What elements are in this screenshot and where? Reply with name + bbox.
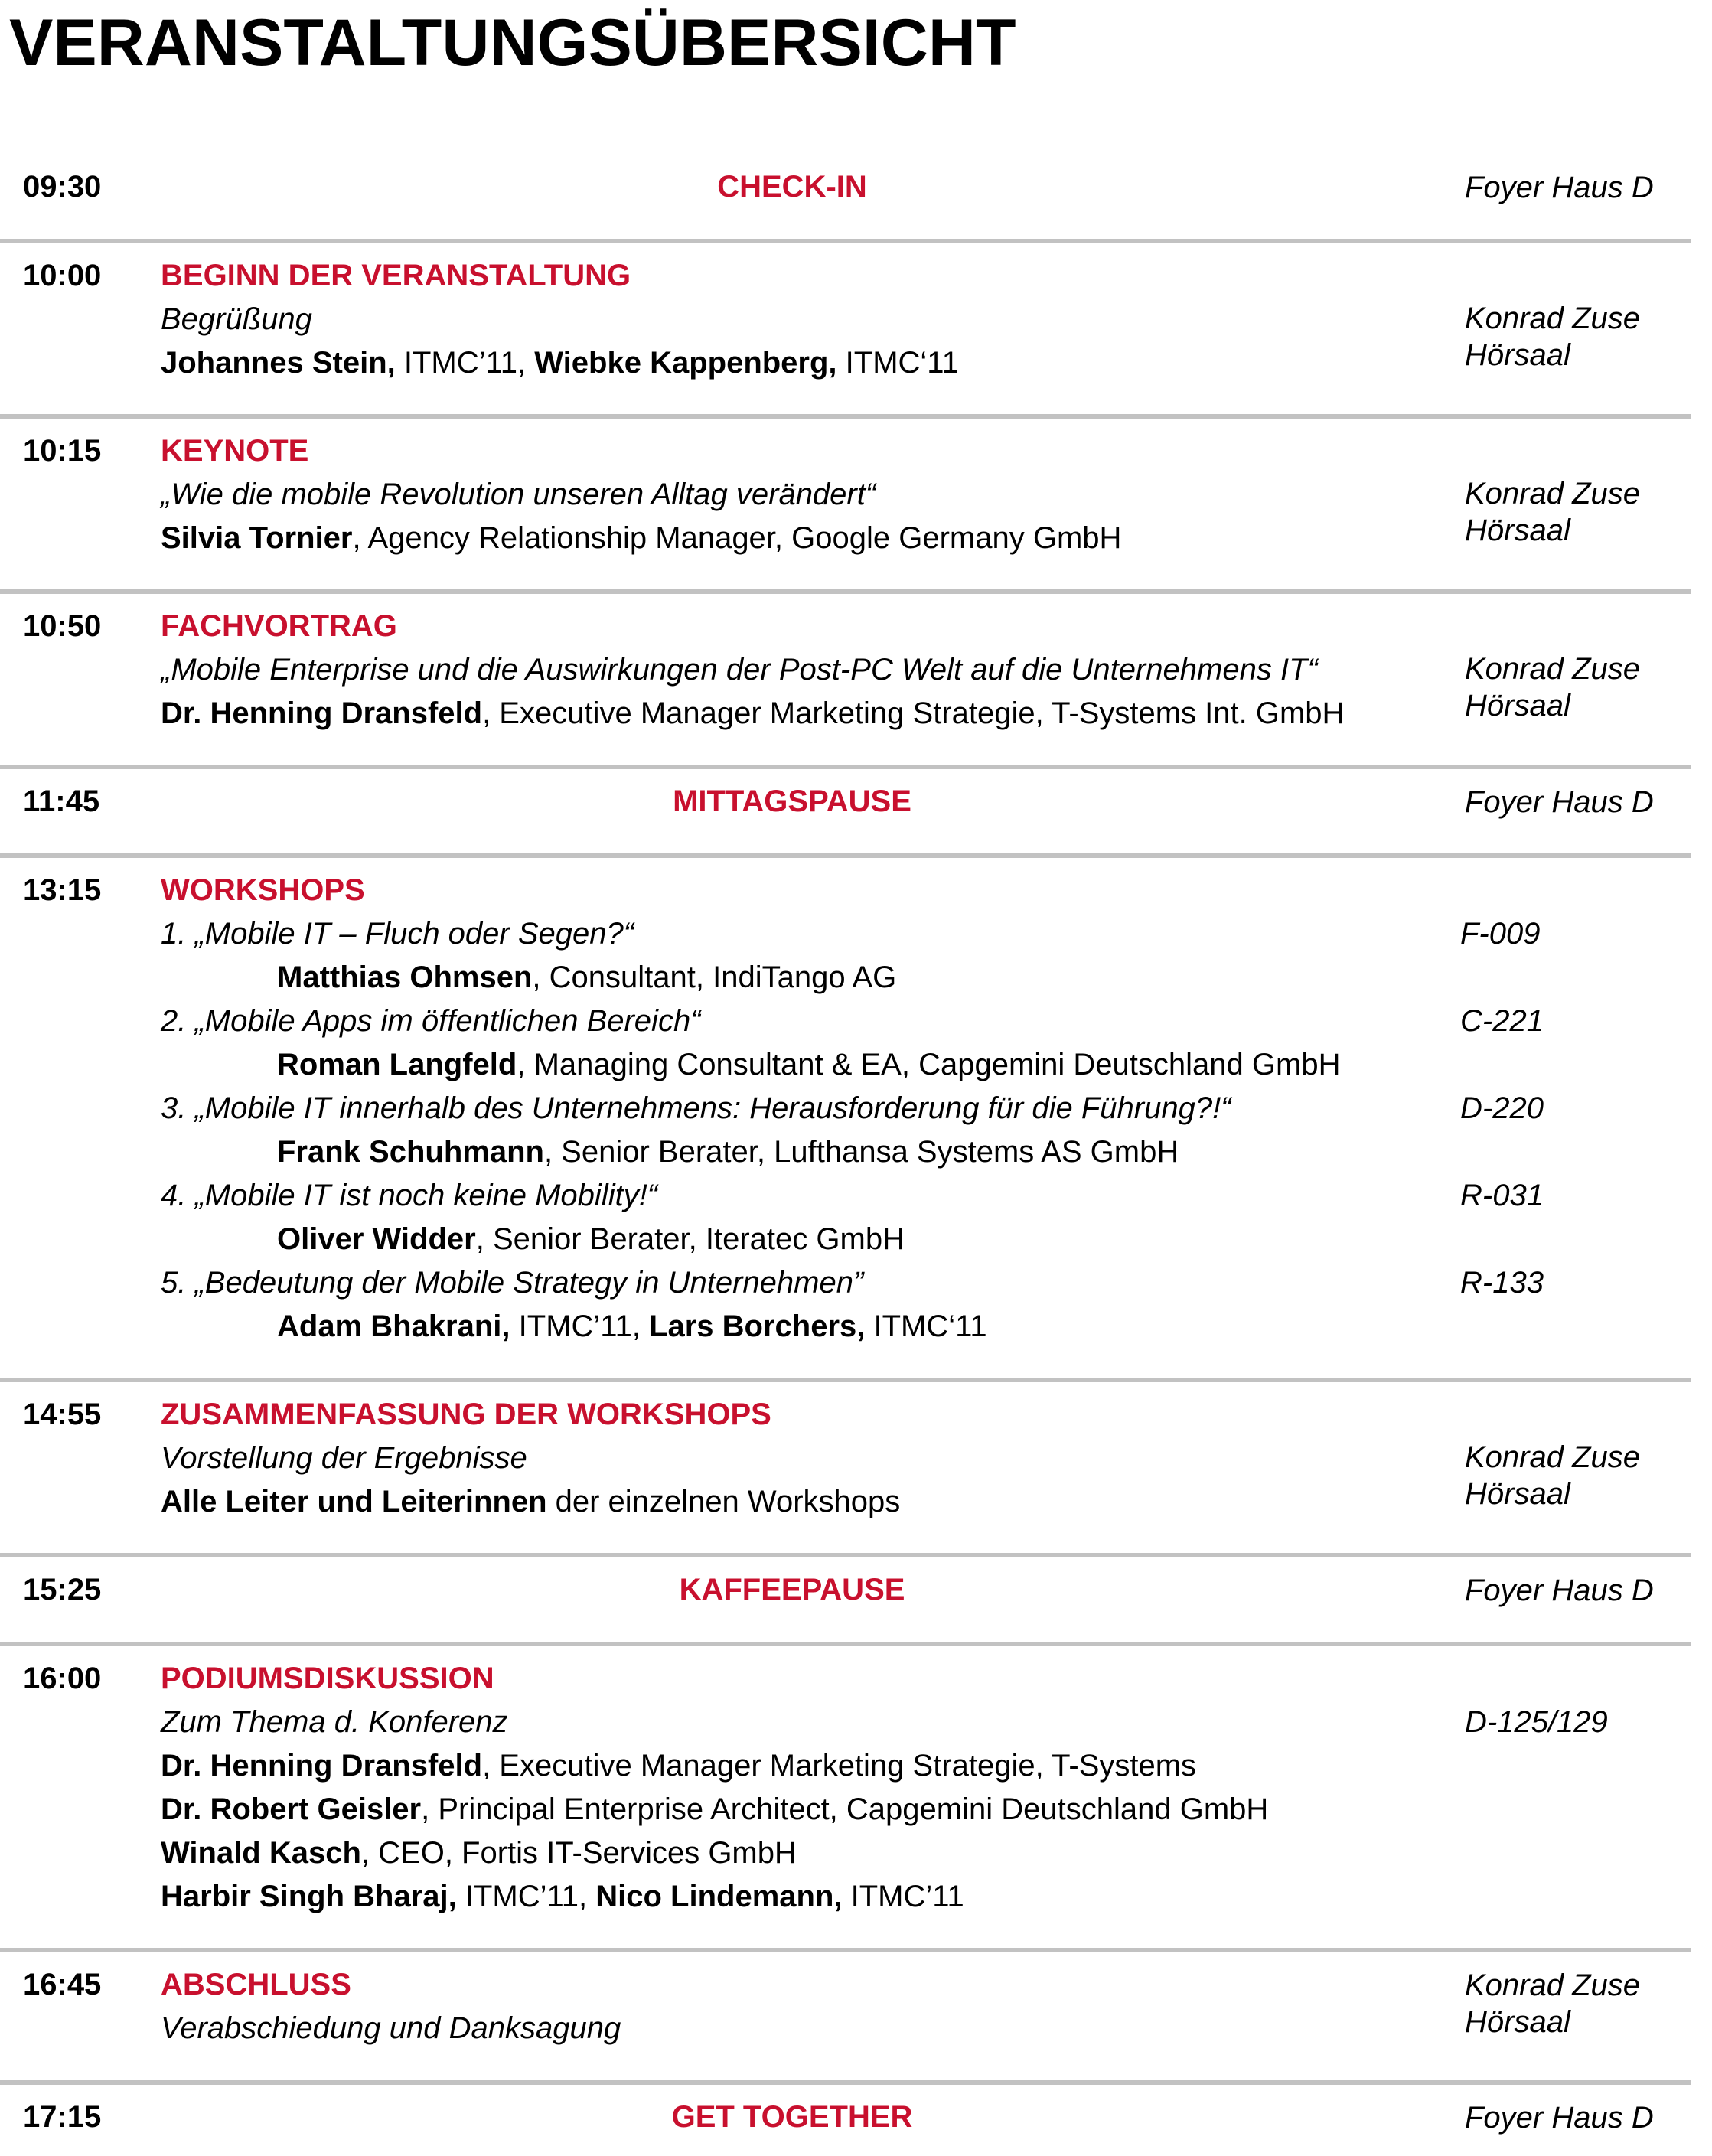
- location-line: Konrad Zuse: [1465, 302, 1641, 335]
- speaker-affiliation: ITMC‘11: [836, 346, 959, 380]
- workshop-speaker: [161, 1305, 1431, 1349]
- speaker-name: Dr. Robert Geisler: [161, 1792, 422, 1826]
- separator: [0, 589, 1691, 594]
- heading-podium: PODIUMSDISKUSSION: [161, 1662, 494, 1695]
- location-beginn: [1465, 300, 1640, 373]
- location-line: Hörsaal: [1465, 689, 1570, 722]
- location-kaffeepause: Foyer Haus D: [1465, 1574, 1654, 1607]
- location-line: Konrad Zuse: [1465, 477, 1641, 510]
- speaker-affiliation: , Managing Consultant & EA, Capgemini Deutschland GmbH: [517, 1048, 1341, 1081]
- workshop-room: R-031: [1460, 1179, 1544, 1212]
- speaker-affiliation: ITMC’11,: [510, 1310, 650, 1343]
- separator: [0, 1642, 1691, 1646]
- speaker-name: Alle Leiter und Leiterinnen: [161, 1485, 547, 1518]
- location-keynote: [1465, 475, 1640, 549]
- separator: [0, 414, 1691, 419]
- subtitle-abschluss: Verabschiedung und Danksagung: [161, 2011, 621, 2045]
- speaker-affiliation: , Senior Berater, Iteratec GmbH: [475, 1222, 905, 1256]
- speaker-affiliation: , Agency Relationship Manager, Google Germany GmbH: [352, 521, 1122, 555]
- workshop-speaker: [161, 956, 1431, 1000]
- speaker-affiliation: der einzelnen Workshops: [546, 1485, 901, 1518]
- workshop-room: C-221: [1460, 1004, 1544, 1038]
- workshop-speaker: [161, 1218, 1431, 1261]
- separator: [0, 853, 1691, 858]
- workshop-room: D-220: [1460, 1091, 1544, 1125]
- heading-kaffeepause: KAFFEEPAUSE: [679, 1573, 905, 1606]
- heading-fachvortrag: FACHVORTRAG: [161, 609, 397, 643]
- location-abschluss: [1465, 1967, 1640, 2040]
- subtitle-beginn: Begrüßung: [161, 302, 312, 336]
- zusammenfassung-content: [161, 1393, 1431, 1524]
- heading-abschluss: ABSCHLUSS: [161, 1968, 351, 2001]
- subtitle-podium: Zum Thema d. Konferenz: [161, 1705, 508, 1739]
- abschluss-content: [161, 1963, 1431, 2050]
- workshop-room: R-133: [1460, 1266, 1544, 1300]
- workshop-title: 2. „Mobile Apps im öffentlichen Bereich“: [161, 1004, 701, 1038]
- speaker-name: Frank Schuhmann: [277, 1135, 544, 1169]
- time-check-in: 09:30: [23, 170, 102, 204]
- speaker-affiliation: , Executive Manager Marketing Strategie, T-Systems Int. GmbH: [482, 696, 1345, 730]
- separator: [0, 1948, 1691, 1952]
- speaker-affiliation: ITMC‘11: [865, 1310, 987, 1343]
- workshop-title: 1. „Mobile IT – Fluch oder Segen?“: [161, 917, 634, 951]
- time-podium: 16:00: [23, 1662, 102, 1695]
- separator: [0, 239, 1691, 243]
- speakers-beginn: [161, 341, 1431, 385]
- speaker-name: Johannes Stein,: [161, 346, 396, 380]
- workshop-title: 4. „Mobile IT ist noch keine Mobility!“: [161, 1179, 658, 1212]
- panelist: [161, 1831, 1431, 1875]
- time-beginn: 10:00: [23, 259, 102, 292]
- workshop-speaker: [161, 1130, 1431, 1174]
- location-get-together: Foyer Haus D: [1465, 2101, 1654, 2135]
- subtitle-zusammenfassung: Vorstellung der Ergebnisse: [161, 1441, 527, 1475]
- speaker-name: Winald Kasch: [161, 1836, 361, 1870]
- panelist: [161, 1744, 1431, 1788]
- location-podium: D-125/129: [1465, 1705, 1608, 1739]
- speaker-name: Harbir Singh Bharaj,: [161, 1880, 457, 1913]
- speaker-name: Lars Borchers,: [649, 1310, 866, 1343]
- heading-get-together: GET TOGETHER: [671, 2100, 913, 2134]
- separator: [0, 1553, 1691, 1557]
- location-check-in: Foyer Haus D: [1465, 171, 1654, 204]
- beginn-content: [161, 254, 1431, 385]
- speaker-name: Dr. Henning Dransfeld: [161, 1749, 483, 1783]
- time-mittagspause: 11:45: [23, 784, 100, 818]
- speakers-zusammenfassung: [161, 1480, 1431, 1524]
- location-line: Hörsaal: [1465, 338, 1570, 372]
- separator: [0, 2080, 1691, 2085]
- subtitle-fachvortrag: „Mobile Enterprise und die Auswirkungen der Post-PC Welt auf die Unternehmens IT“: [161, 653, 1318, 687]
- heading-workshops: WORKSHOPS: [161, 873, 365, 907]
- heading-check-in: CHECK-IN: [717, 170, 867, 204]
- time-zusammenfassung: 14:55: [23, 1398, 102, 1431]
- workshop-speaker: [161, 1043, 1431, 1087]
- speaker-affiliation: ITMC’11: [842, 1880, 964, 1913]
- time-kaffeepause: 15:25: [23, 1573, 102, 1606]
- workshop-room: F-009: [1460, 917, 1541, 951]
- speaker-affiliation: , Executive Manager Marketing Strategie, T-Systems: [482, 1749, 1197, 1783]
- subtitle-keynote: „Wie die mobile Revolution unseren Alltag verändert“: [161, 478, 876, 511]
- workshops-content: [161, 869, 1431, 1349]
- speaker-name: Matthias Ohmsen: [277, 961, 533, 994]
- location-mittagspause: Foyer Haus D: [1465, 785, 1654, 819]
- separator: [0, 1378, 1691, 1382]
- location-fachvortrag: [1465, 651, 1640, 724]
- panelist: [161, 1875, 1431, 1919]
- location-line: Konrad Zuse: [1465, 1440, 1641, 1474]
- fachvortrag-content: [161, 605, 1431, 736]
- speaker-name: Nico Lindemann,: [595, 1880, 843, 1913]
- speakers-fachvortrag: [161, 692, 1431, 736]
- podium-content: [161, 1657, 1431, 1919]
- speaker-name: Adam Bhakrani,: [277, 1310, 510, 1343]
- keynote-content: [161, 429, 1431, 560]
- location-line: Konrad Zuse: [1465, 1968, 1641, 2002]
- speaker-name: Roman Langfeld: [277, 1048, 517, 1081]
- time-abschluss: 16:45: [23, 1968, 102, 2001]
- time-keynote: 10:15: [23, 434, 102, 468]
- location-line: Konrad Zuse: [1465, 652, 1641, 686]
- speaker-affiliation: , CEO, Fortis IT-Services GmbH: [360, 1836, 797, 1870]
- speaker-affiliation: , Senior Berater, Lufthansa Systems AS GmbH: [543, 1135, 1179, 1169]
- speaker-affiliation: , Consultant, IndiTango AG: [532, 961, 897, 994]
- speaker-name: Oliver Widder: [277, 1222, 476, 1256]
- speaker-name: Wiebke Kappenberg,: [534, 346, 837, 380]
- heading-keynote: KEYNOTE: [161, 434, 309, 468]
- speaker-affiliation: ITMC’11,: [395, 346, 535, 380]
- location-line: Hörsaal: [1465, 514, 1570, 547]
- workshop-title: 5. „Bedeutung der Mobile Strategy in Unternehmen”: [161, 1266, 864, 1300]
- location-line: Hörsaal: [1465, 1477, 1570, 1511]
- speaker-affiliation: ITMC’11,: [456, 1880, 596, 1913]
- speakers-keynote: [161, 517, 1431, 560]
- heading-mittagspause: MITTAGSPAUSE: [673, 784, 911, 818]
- speaker-name: Silvia Tornier: [161, 521, 353, 555]
- speaker-affiliation: , Principal Enterprise Architect, Capgemini Deutschland GmbH: [421, 1792, 1269, 1826]
- separator: [0, 765, 1691, 769]
- location-line: Hörsaal: [1465, 2005, 1570, 2039]
- time-workshops: 13:15: [23, 873, 102, 907]
- time-get-together: 17:15: [23, 2100, 102, 2134]
- heading-beginn: BEGINN DER VERANSTALTUNG: [161, 259, 631, 292]
- heading-zusammenfassung: ZUSAMMENFASSUNG DER WORKSHOPS: [161, 1398, 771, 1431]
- workshop-title: 3. „Mobile IT innerhalb des Unternehmens: Herausforderung für die Führung?!“: [161, 1091, 1231, 1125]
- time-fachvortrag: 10:50: [23, 609, 102, 643]
- page-title: VERANSTALTUNGSÜBERSICHT: [9, 6, 1016, 80]
- location-zusammenfassung: [1465, 1439, 1640, 1512]
- panelist: [161, 1788, 1431, 1831]
- speaker-name: Dr. Henning Dransfeld: [161, 696, 483, 730]
